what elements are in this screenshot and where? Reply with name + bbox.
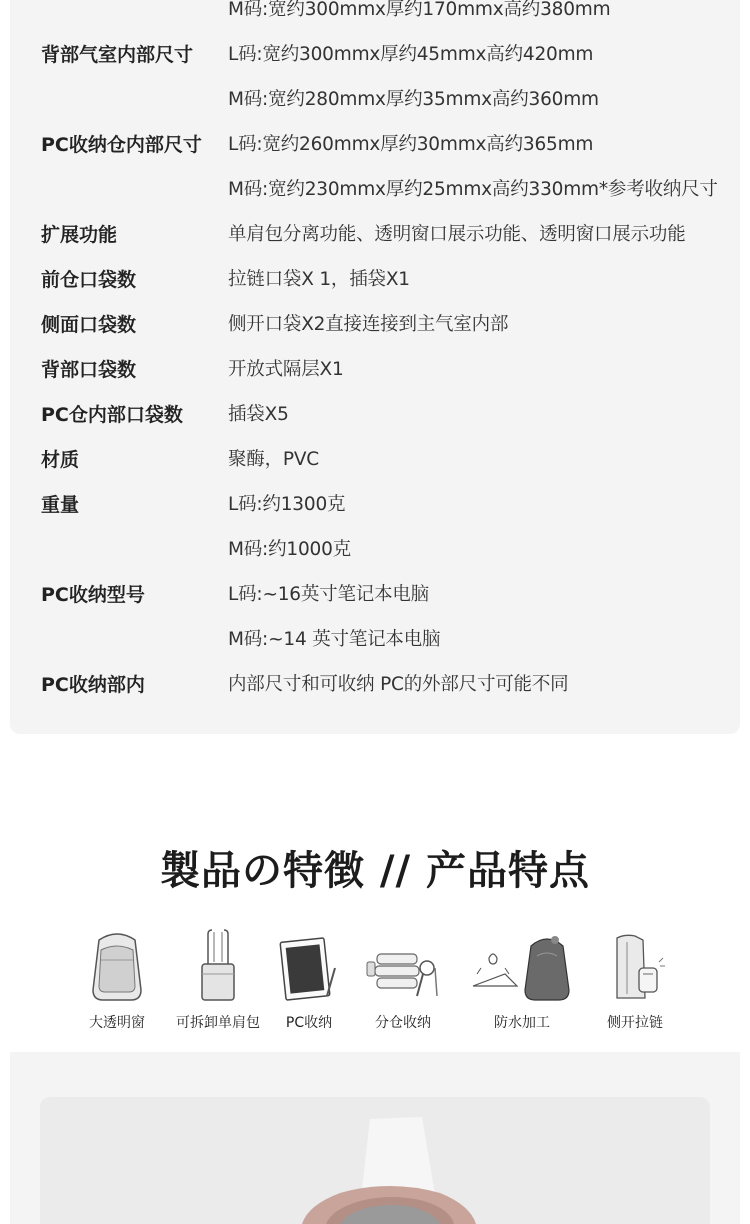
spec-label: 背部气室内部尺寸 (41, 44, 194, 66)
spec-row (10, 403, 740, 448)
spec-value: M码:宽约300mmx厚约170mmx高约380mm (228, 0, 611, 20)
feature-waterproof (467, 928, 577, 1038)
side-zipper-icon (603, 928, 667, 1004)
spec-value: M码:宽约230mmx厚约25mmx高约330mm*参考收纳尺寸 (228, 179, 718, 200)
compartments-icon (363, 928, 443, 1004)
spec-value: 单肩包分离功能、透明窗口展示功能、透明窗口展示功能 (228, 224, 686, 245)
spec-label: 前仓口袋数 (41, 269, 137, 291)
spec-row (10, 673, 740, 718)
spec-label: PC收纳型号 (41, 584, 145, 606)
spec-value: 内部尺寸和可收纳 PC的外部尺寸可能不同 (228, 674, 569, 695)
spec-row (10, 538, 740, 583)
feature-label: 防水加工 (494, 1015, 550, 1031)
spec-value: L码:宽约260mmx厚约30mmx高约365mm (228, 134, 594, 155)
spec-row (10, 268, 740, 313)
backpack-image (40, 1097, 710, 1224)
spec-row (10, 493, 740, 538)
spec-row (10, 223, 740, 268)
spec-value: L码:约1300克 (228, 494, 346, 515)
spec-label: 材质 (41, 449, 80, 471)
spec-row (10, 178, 740, 223)
tablet-icon (277, 928, 341, 1004)
spec-label: PC收纳仓内部尺寸 (41, 134, 202, 156)
spec-value: 插袋X5 (228, 404, 289, 425)
shoulder-bag-icon (186, 928, 250, 1004)
spec-row (10, 43, 740, 88)
feature-label: 可拆卸单肩包 (176, 1015, 260, 1031)
spec-row (10, 448, 740, 493)
spec-value: M码:宽约280mmx厚约35mmx高约360mm (228, 89, 599, 110)
spec-value: 侧开口袋X2直接连接到主气室内部 (228, 314, 509, 335)
spec-row (10, 628, 740, 673)
spec-label: 扩展功能 (41, 224, 118, 246)
features-title: 製品の特徴 // 产品特点 (159, 848, 591, 894)
feature-side-zipper (580, 928, 690, 1038)
feature-label: 侧开拉链 (607, 1015, 663, 1031)
spec-value: L码:宽约300mmx厚约45mmx高约420mm (228, 44, 594, 65)
feature-clear-window (62, 928, 172, 1038)
spec-label: 侧面口袋数 (41, 314, 137, 336)
spec-value: M码:~14 英寸笔记本电脑 (228, 629, 441, 650)
spec-value: 开放式隔层X1 (228, 359, 344, 380)
product-photo (40, 1097, 710, 1224)
spec-row (10, 313, 740, 358)
spec-value: L码:~16英寸笔记本电脑 (228, 584, 429, 605)
spec-row (10, 0, 740, 43)
spec-value: 聚酶，PVC (228, 449, 320, 470)
spec-label: PC仓内部口袋数 (41, 404, 183, 426)
spec-row (10, 133, 740, 178)
spec-row (10, 583, 740, 628)
spec-label: 背部口袋数 (41, 359, 137, 381)
spec-card (10, 0, 740, 734)
spec-label: 重量 (41, 494, 80, 516)
feature-label: 分仓收纳 (375, 1015, 431, 1031)
clear-backpack-icon (85, 928, 149, 1004)
spec-value: M码:约1000克 (228, 539, 351, 560)
spec-row (10, 88, 740, 133)
feature-label: PC收纳 (285, 1015, 333, 1031)
spec-row (10, 358, 740, 403)
feature-compartments (348, 928, 458, 1038)
feature-label: 大透明窗 (89, 1015, 145, 1031)
spec-value: 拉链口袋X 1，插袋X1 (228, 269, 410, 290)
spec-label: PC收纳部内 (41, 674, 145, 696)
waterproof-icon (467, 928, 577, 1004)
